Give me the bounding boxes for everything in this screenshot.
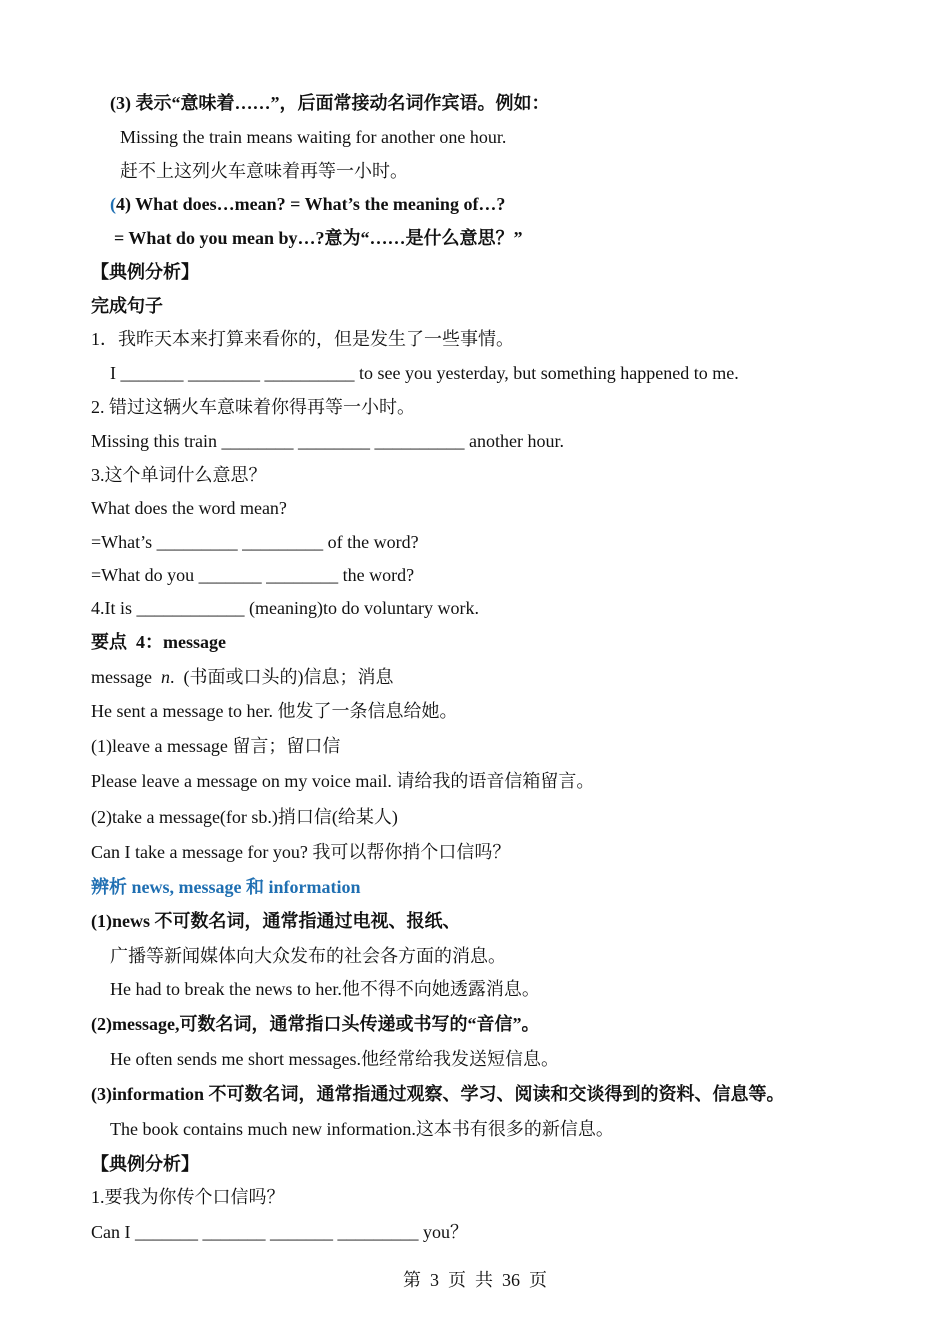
note-4-heading [110,193,505,215]
exercise-3-prompt: 3.这个单词什么意思？ [91,465,267,485]
comparison-information-example: The book contains much new information.这本书有很多的新信息。 [110,1119,614,1139]
note-4-text: 4) What does…mean? = What’s the meaning of…? [116,194,506,214]
message-definition [91,666,393,688]
usage-2: (2)take a message(for sb.)捎口信(给某人) [91,807,398,827]
example-translation: 赶不上这列火车意味着再等一小时。 [120,161,408,181]
usage-1: (1)leave a message 留言；留口信 [91,736,341,756]
exercise-5-blank: Can I _______ _______ _______ _________ you？ [91,1222,468,1242]
exercise-2-blank: Missing this train ________ ________ __________ another hour. [91,431,564,451]
example-sentence: Missing the train means waiting for another one hour. [120,127,507,147]
comparison-news-continued: 广播等新闻媒体向大众发布的社会各方面的消息。 [110,946,506,966]
note-4-paren: ( [110,194,116,214]
comparison-message: (2)message,可数名词，通常指口头传递或书写的“音信”。 [91,1014,540,1034]
exercise-4-blank: 4.It is ____________ (meaning)to do voluntary work. [91,598,479,618]
exercise-1-blank: I _______ ________ __________ to see you yesterday, but something happened to me. [110,363,739,383]
comparison-news: (1)news 不可数名词，通常指通过电视、报纸、 [91,911,461,931]
note-4-continuation: = What do you mean by…?意为“……是什么意思？” [114,228,523,248]
comparison-information: (3)information 不可数名词，通常指通过观察、学习、阅读和交谈得到的资料、信息等。 [91,1084,785,1104]
exercise-5-prompt: 1.要我为你传个口信吗？ [91,1187,285,1207]
part-of-speech: n [160,667,170,687]
exercise-3-blank-b: =What do you _______ ________ the word? [91,565,415,585]
message-example: He sent a message to her. 他发了一条信息给她。 [91,701,458,721]
key-point-4-heading: 要点 4：message [91,632,226,652]
exercise-title: 完成句子 [91,296,163,316]
section-heading-example-analysis-2: 【典例分析】 [91,1154,199,1174]
exercise-3-blank-a: =What’s _________ _________ of the word? [91,532,419,552]
definition-text: . (书面或口头的)信息；消息 [169,667,394,687]
comparison-news-example: He had to break the news to her.他不得不向她透露消息。 [110,979,540,999]
exercise-1-prompt: 1．我昨天本来打算来看你的，但是发生了一些事情。 [91,329,514,349]
page-footer: 第 3 页 共 36 页 [403,1270,547,1290]
usage-1-example: Please leave a message on my voice mail. 请给我的语音信箱留言。 [91,771,595,791]
section-heading-example-analysis: 【典例分析】 [91,262,199,282]
exercise-2-prompt: 2. 错过这辆火车意味着你得再等一小时。 [91,397,415,417]
usage-2-example: Can I take a message for you? 我可以帮你捎个口信吗？ [91,842,511,862]
note-3-heading: (3) 表示“意味着……”，后面常接动名词作宾语。例如： [110,93,550,113]
comparison-heading: 辨析 news, message 和 information [91,877,361,897]
headword: message [91,667,152,687]
exercise-3-sentence: What does the word mean? [91,498,287,518]
comparison-message-example: He often sends me short messages.他经常给我发送短信息。 [110,1049,559,1069]
